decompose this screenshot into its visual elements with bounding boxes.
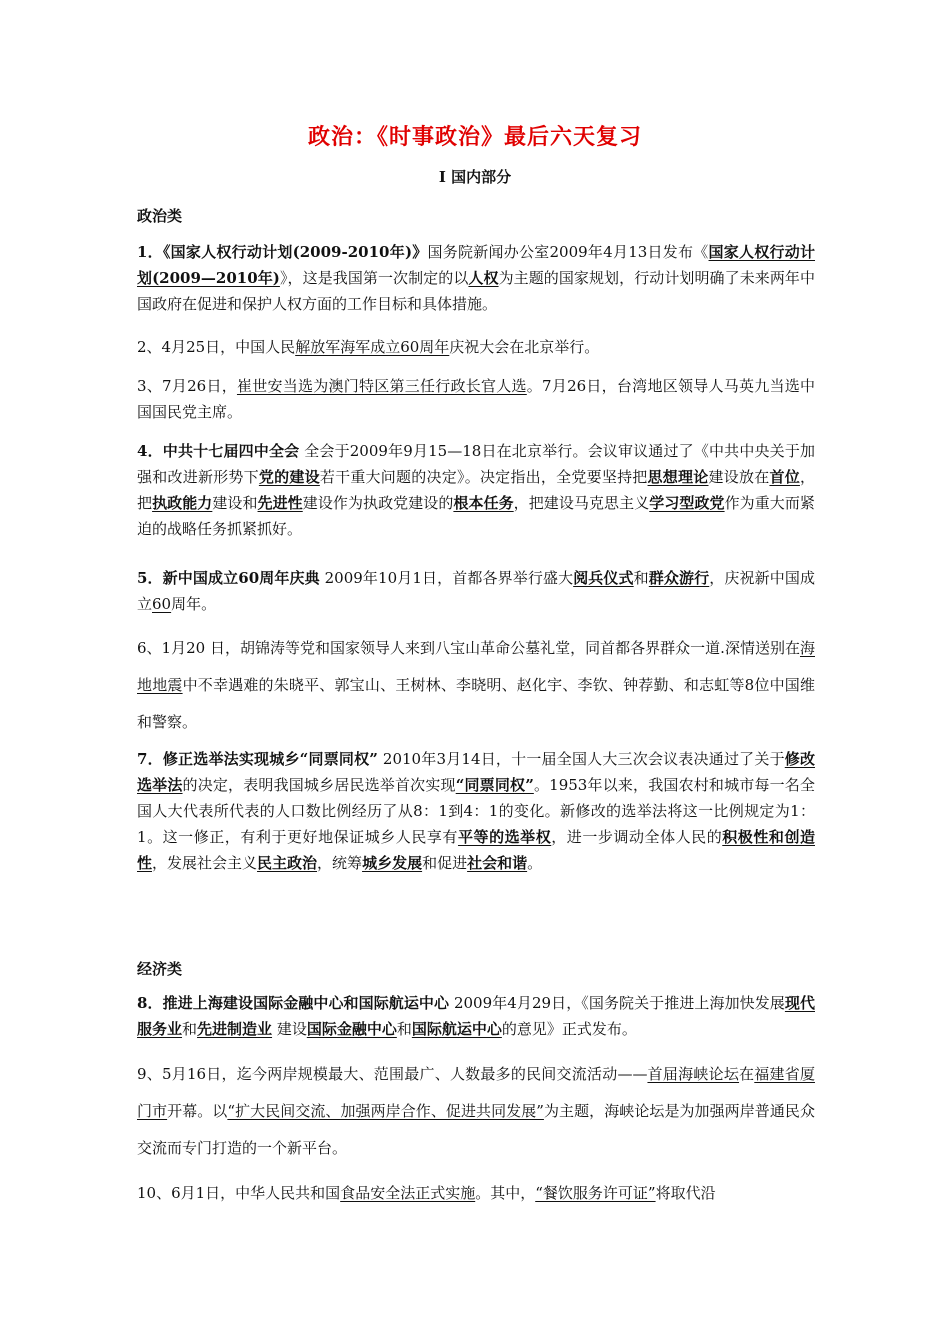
p5-text: ，庆祝新中国成立 — [137, 569, 815, 613]
part-heading: Ⅰ 国内部分 — [438, 168, 512, 186]
document-title: 政治：《时事政治》最后六天复习 — [307, 124, 642, 150]
p4-highlight: 思想理论 — [647, 468, 709, 486]
p1-heading: 《国家人权行动计划(2009-2010年)》 — [162, 243, 428, 261]
p9-text: 为主题，海峡论坛是为加强两岸普通民众交流而专门打造的一个新平台。 — [137, 1102, 815, 1157]
p5-text: 2009年10月1日，首都各界举行盛大 — [319, 569, 574, 587]
p4-text: 建设放在 — [708, 468, 770, 486]
p8-heading: 8．推进上海建设国际金融中心和国际航运中心 — [137, 994, 450, 1012]
p7-text: ，进一步调动全体人民的 — [551, 828, 723, 846]
p7-highlight: 积极性和创造性 — [137, 828, 815, 872]
p9-highlight: “扩大民间交流、加强两岸合作、促进共同发展” — [227, 1102, 544, 1120]
p5-highlight: 阅兵仪式 — [573, 569, 634, 587]
p9-text: 开幕。以 — [167, 1102, 228, 1120]
p6-text: 6、1月20 日，胡锦涛等党和国家领导人来到八宝山革命公墓礼堂，同首都各界群众一道.深情送别在 — [137, 639, 800, 657]
p3-text: 。7月26日，台湾地区领导人马英九当选中国国民党主席。 — [137, 377, 815, 421]
p4-text: 全会于2009年9月15—18日在北京举行。会议审议通过了《中共中央关于加强和改进新形势下 — [137, 442, 815, 486]
p4-text: 作为重大而紧迫的战略任务抓紧抓好。 — [137, 494, 815, 538]
p7-highlight: 平等的选举权 — [457, 828, 552, 846]
p4-highlight: 根本任务 — [453, 494, 514, 512]
p10-text: 10、6月1日，中华人民共和国 — [137, 1184, 341, 1202]
p2-text: 庆祝大会在北京举行。 — [449, 338, 600, 356]
p7-highlight: 社会和谐 — [467, 854, 528, 872]
section-heading-politics: 政治类 — [137, 207, 183, 225]
p4-highlight: 执政能力 — [152, 494, 213, 512]
p8-highlight: 国际金融中心 — [306, 1020, 397, 1038]
p10-text: 将取代沿 — [655, 1184, 716, 1202]
p4-text: 建设和 — [212, 494, 258, 512]
p7-highlight: “同票同权” — [455, 776, 534, 794]
p1-text: 国务院新闻办公室2009年4月13日发布《 — [427, 243, 709, 261]
p9-text: 9、5月16日，迄今两岸规模最大、范围最广、人数最多的民间交流活动—— — [137, 1065, 648, 1083]
section-heading-economy: 经济类 — [137, 960, 183, 978]
p5-highlight: 60 — [152, 595, 172, 613]
p5-highlight: 群众游行 — [648, 569, 710, 587]
p2-highlight: 解放军海军成立60周年 — [295, 338, 450, 356]
paragraph-2 — [137, 334, 815, 360]
p3-text: 3、7月26日， — [137, 377, 237, 395]
p7-text: 和促进 — [422, 854, 468, 872]
p7-text: 的决定，表明我国城乡居民选举首次实现 — [182, 776, 456, 794]
p8-highlight: 现代服务业 — [137, 994, 815, 1038]
paragraph-6 — [137, 630, 815, 741]
p4-highlight: 先进性 — [257, 494, 303, 512]
p10-highlight: 食品安全法正式实施 — [340, 1184, 476, 1202]
p1-text: 》，这是我国第一次制定的以 — [279, 269, 469, 287]
p4-text: 建设作为执政党建设的 — [302, 494, 454, 512]
p4-highlight: 首位 — [769, 468, 800, 486]
p4-heading: 4．中共十七届四中全会 — [137, 442, 300, 460]
p5-text: 周年。 — [171, 595, 217, 613]
p6-highlight: 海地地震 — [137, 639, 815, 694]
p1-highlight: 人权 — [468, 269, 499, 287]
p7-text: 。 — [527, 854, 543, 872]
p9-text: 在 — [739, 1065, 755, 1083]
p4-text: ，把建设马克思主义 — [513, 494, 650, 512]
p4-text: 若干重大问题的决定》。决定指出，全党要坚持把 — [319, 468, 648, 486]
p10-highlight: “餐饮服务许可证” — [535, 1184, 656, 1202]
paragraph-7 — [137, 746, 815, 876]
p10-text: 。其中， — [475, 1184, 536, 1202]
p7-text: 。1953年以来，我国农村和城市每一名全国人大代表所代表的人口数比例经历了从8：1到4：1的变化。新修改的选举法将这一比例规定为1：1。这一修正，有利于更好地保证城乡人民享有 — [137, 776, 815, 846]
p1-highlight: 国家人权行动计划(2009—2010年) — [137, 243, 816, 287]
p1-text: 为主题的国家规划，行动计划明确了未来两年中国政府在促进和保护人权方面的工作目标和具体措施。 — [137, 269, 815, 313]
p9-highlight: 首届海峡论坛 — [647, 1065, 740, 1083]
p4-text: ，把 — [137, 468, 815, 512]
p4-highlight: 党的建设 — [258, 468, 320, 486]
p1-number: 1． — [137, 243, 163, 261]
p8-text: 和 — [396, 1020, 412, 1038]
p4-highlight: 学习型政党 — [649, 494, 725, 512]
p6-text: 中不幸遇难的朱晓平、郭宝山、王树林、李晓明、赵化宇、李钦、钟荐勤、和志虹等8位中国维和警察。 — [137, 676, 815, 731]
p7-heading: 7．修正选举法实现城乡“同票同权” — [137, 750, 378, 768]
p8-text: 建设 — [272, 1020, 307, 1038]
p7-highlight: 城乡发展 — [362, 854, 423, 872]
p8-text: 2009年4月29日，《国务院关于推进上海加快发展 — [449, 994, 785, 1012]
paragraph-4 — [137, 438, 815, 542]
paragraph-10 — [137, 1180, 815, 1206]
p3-highlight: 崔世安当选为澳门特区第三任行政长官人选 — [236, 377, 527, 395]
p8-text: 的意见》正式发布。 — [501, 1020, 637, 1038]
paragraph-8 — [137, 990, 815, 1042]
p5-heading: 5．新中国成立60周年庆典 — [137, 569, 320, 587]
p9-highlight: 福建省厦门市 — [137, 1065, 815, 1120]
p8-highlight: 先进制造业 — [197, 1020, 273, 1038]
p8-highlight: 国际航运中心 — [411, 1020, 502, 1038]
p7-text: ，发展社会主义 — [152, 854, 258, 872]
p7-text: ，统筹 — [317, 854, 363, 872]
paragraph-3 — [137, 373, 815, 425]
p8-text: 和 — [182, 1020, 198, 1038]
p5-text: 和 — [633, 569, 649, 587]
p7-text: 2010年3月14日，十一届全国人大三次会议表决通过了关于 — [377, 750, 785, 768]
paragraph-5 — [137, 565, 815, 617]
p2-text: 2、4月25日，中国人民 — [137, 338, 296, 356]
p7-highlight: 修改选举法 — [137, 750, 815, 794]
paragraph-9 — [137, 1056, 815, 1167]
p7-highlight: 民主政治 — [257, 854, 318, 872]
paragraph-1 — [137, 239, 815, 317]
